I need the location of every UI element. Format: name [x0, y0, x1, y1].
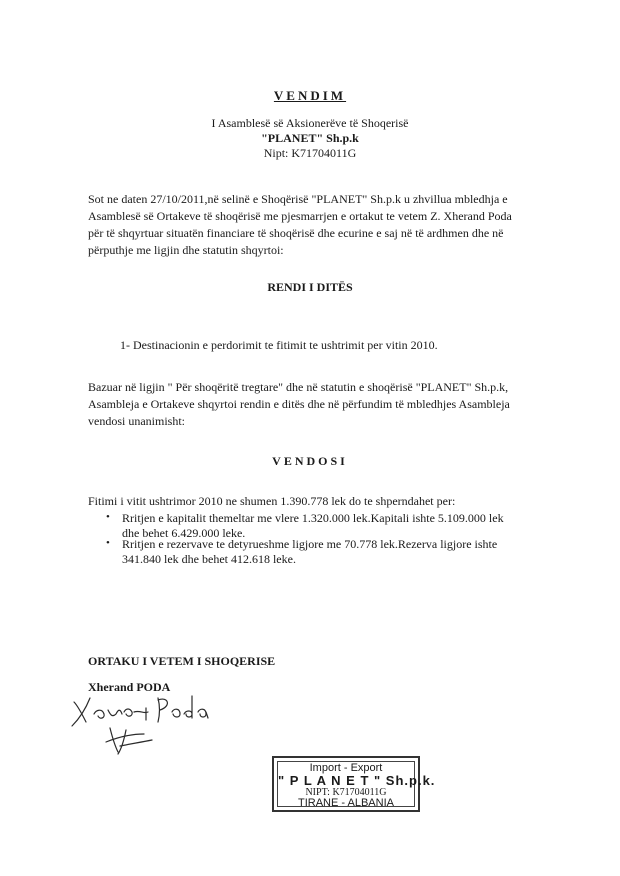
handwritten-signature	[60, 684, 220, 760]
decision-title: VENDOSI	[272, 454, 348, 468]
intro-line-2: Asamblesë së Ortakeve të shoqërisë me pjesmarrjen e ortakut te vetem Z. Xherand Poda	[88, 209, 512, 223]
agenda-item: 1- Destinacionin e perdorimit te fitimit te ushtrimit per vitin 2010.	[120, 338, 438, 352]
agenda-title: RENDI I DITËS	[267, 280, 353, 294]
stamp-nipt: NIPT: K71704011G	[305, 787, 387, 798]
basis-line-2: Asambleja e Ortakeve shqyrtoi rendin e ditës dhe në përfundim të mbledhjes Asambleja	[88, 397, 510, 411]
decision-intro: Fitimi i vitit ushtrimor 2010 ne shumen 1.390.778 lek do te shperndahet per:	[88, 494, 456, 508]
signatory-name: Xherand PODA	[88, 680, 171, 694]
header-company-name: "PLANET" Sh.p.k	[261, 131, 359, 145]
stamp-company-name: " P L A N E T " Sh.p.k.	[278, 773, 436, 788]
header-nipt: Nipt: K71704011G	[263, 146, 357, 160]
basis-line-1: Bazuar në ligjin " Për shoqëritë tregtare" dhe në statutin e shoqërisë "PLANET" Sh.p.k,	[88, 380, 509, 394]
bullet-1-line-2: dhe behet 6.429.000 leke.	[122, 526, 246, 540]
bullet-2-line-1: Rritjen e rezervave te detyrueshme ligjore me 70.778 lek.Rezerva ligjore ishte	[122, 537, 498, 551]
intro-line-1: Sot ne daten 27/10/2011,në selinë e Shoqërisë "PLANET" Sh.p.k u zhvillua mbledhja e	[88, 192, 508, 206]
bullet-2-line-2: 341.840 lek dhe behet 412.618 leke.	[122, 552, 296, 566]
stamp-line-1: Import - Export	[309, 762, 383, 774]
bullet-icon: •	[106, 537, 110, 549]
basis-line-3: vendosi unanimisht:	[88, 414, 185, 428]
stamp-location: TIRANE - ALBANIA	[298, 797, 394, 809]
bullet-1-line-1: Rritjen e kapitalit themeltar me vlere 1.320.000 lek.Kapitali ishte 5.109.000 lek	[122, 511, 504, 525]
intro-line-3: për të shqyrtuar situatën financiare të shoqërisë dhe ecurine e saj në të ardhmen dhe në	[88, 226, 504, 240]
document-title: VENDIM	[273, 88, 347, 103]
signatory-title: ORTAKU I VETEM I SHOQERISE	[88, 654, 276, 668]
header-assembly-line: I Asamblesë së Aksionerëve të Shoqerisë	[211, 116, 409, 130]
intro-line-4: përputhje me ligjin dhe statutin shqyrtoi:	[88, 243, 284, 257]
company-stamp	[272, 756, 436, 812]
bullet-icon: •	[106, 511, 110, 523]
